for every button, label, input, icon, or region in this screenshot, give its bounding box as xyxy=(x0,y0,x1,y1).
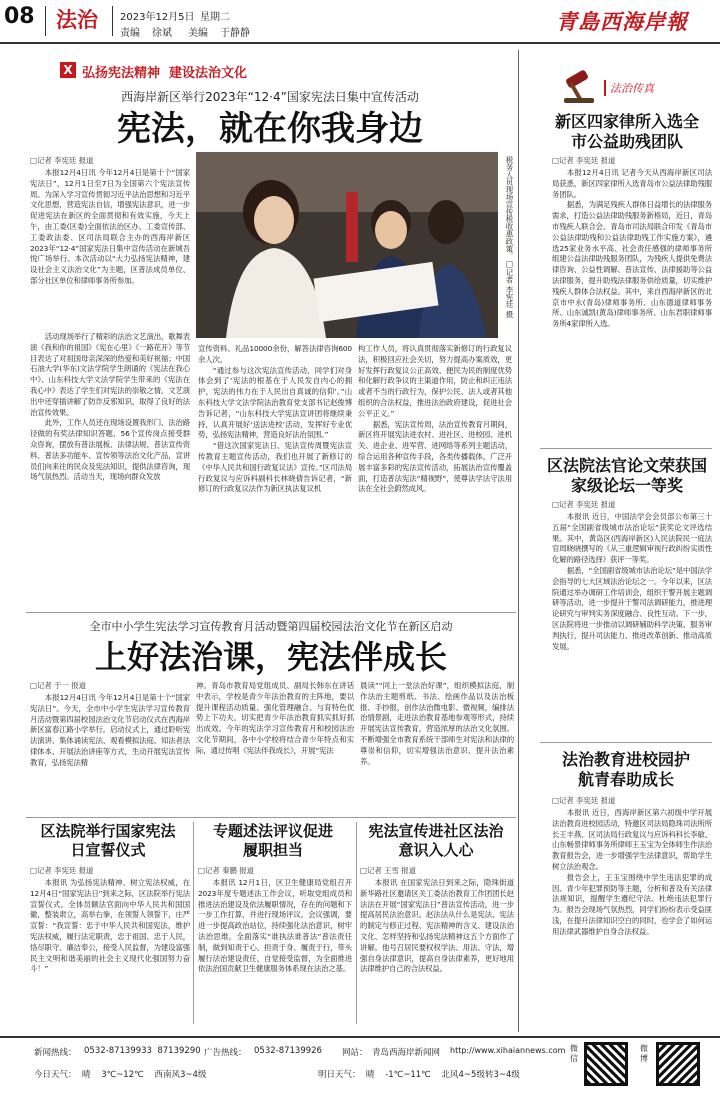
side3-para2: 报告会上，王玉宝围绕中学生违法犯罪的成因、青少年犯罪预防等主题，分析和普及有关法律法规知识，提醒学生遵纪守法、杜绝违法犯罪行为。报告会现场气氛热烈，同学们纷纷表示受益匪浅，在提升法律知识空白的同时，也学会了如何运用法律武器维护自身合法权益。 xyxy=(552,872,712,936)
wechat-label: 微信 xyxy=(570,1044,578,1063)
article1-para8: 据悉，宪法宣传周，法治宣传教育月期间，新区将开展宪法进农村、进社区、进校园、进机关、进企业、进军营、进网络等系列主题活动，综合运用各种宣传手段，各类传播载体，广泛开展丰富多彩的宪法宣传活动，拓展法治宣传覆盖面，打造普法宪法“精视野”，使尊法学法守法用法在全社会蔚然成风。 xyxy=(358,419,512,494)
article2-para2: 神。青岛市教育局党组成员、副局长韩东在讲话中表示，学校是青少年法治教育的主阵地，要以提升课程活动质量、强化管理融合、与育特色优势上下功夫，切实把青少年法治教育抓实抓好抓出成效。今年的宪法学习宣传教育月和校园法治文化节期间，各中小学校将结合青少年特点和实际，通过传唱《宪法伴我成长》，开展“宪法 xyxy=(196,681,354,755)
sub2-body xyxy=(198,878,352,1026)
website-label: 网站： xyxy=(342,1048,368,1058)
ad-hotline-label: 广告热线： xyxy=(204,1048,247,1058)
theme-banner xyxy=(60,62,360,80)
article1-headline: 宪法，就在你我身边 xyxy=(117,109,423,149)
sub-divider-2 xyxy=(356,822,357,1024)
page-number: 08 xyxy=(4,4,35,29)
sub1-headline: 区法院举行国家宪法日宣誓仪式 xyxy=(40,822,176,859)
masthead-divider-1 xyxy=(45,6,46,36)
editor-name-1: 徐斌 xyxy=(152,28,172,39)
masthead-divider-2 xyxy=(112,6,113,36)
today-weather: 今日天气： 晴 3℃~12℃ 西南风3~4级 xyxy=(34,1070,207,1080)
sub1-para: 本报讯 为弘扬宪法精神、树立宪法权威，在12月4日“国家宪法日”到来之际，区法院举行宪法宣誓仪式。全体员额法官面向中华人民共和国国徽，整装肃立，高举右拳，在领誓人领誓下，庄严宣誓：“我宣誓：忠于中华人民共和国宪法，维护宪法权威，履行法定职责，忠于祖国、忠于人民，恪尽职守、廉洁奉公，接受人民监督，为建设富强民主文明和谐美丽的社会主义现代化强国努力奋斗！” xyxy=(30,878,190,974)
side3-body xyxy=(552,808,712,1030)
website-url[interactable]: http://www.xihaiannews.com xyxy=(450,1046,566,1055)
sub3-headline: 宪法宣传进社区法治意识入人心 xyxy=(368,822,504,859)
footer-rule xyxy=(0,1036,720,1038)
newspaper-logo: 青島西海岸報 xyxy=(556,9,688,34)
side2-headline: 区法院法官论文荣获国家级论坛一等奖 xyxy=(546,456,707,495)
gavel-icon xyxy=(560,66,600,106)
side3-para1: 本报讯 近日，西海岸新区第六初级中学开展法治教育进校园活动，特邀区司法局隐珠司法所所长王丰燕、区司法局行政复议与应诉科科长李敏、山东畅景律师事务所律师王玉宝为全体师生作法治教育报告会，进一步增强学生法律意识，帮助学生树立法治观念。 xyxy=(552,808,712,871)
article1-para6: “借这次国家宪法日、宪法宣传周暨宪法宣传教育主题宣传活动，我们也开展了新修订的《中华人民共和国行政复议法》宣传。”区司法局行政复议与应诉科副科长林晓倩告诉记者，“新修订的行政复议法作为新区执法复议机 xyxy=(198,441,352,494)
side1-body xyxy=(552,168,712,440)
article1-para3: 此外，工作人员还在现场设置我形门、法治路径做的有奖法律知识答题、56个宣传岗点接受群众咨询，摆放有普法展板、法律法规、普法宣传资料、普法多功能车、宣传领等法治文化产品，宣讲员们向来往的民众及宪法知识，提供法律咨询，现场气氛热烈。活动当天，现场向群众发放 xyxy=(30,418,190,482)
article2-para3: 晨读”“同上一堂法治好课”，组织模拟法庭，制作法治主题剪纸、书法、绘画作品以及法治板报、手抄报，创作法治微电影、微视频，编排法治情景剧，走进法治教育基地参观等形式，持续开展宪法宣传教育，营造浓厚的法治文化氛围。不断增强全市教育系统干部师生对宪法和法律的尊崇和信仰，切实增强法治意识、提升法治素养。 xyxy=(360,681,514,766)
column-tag-label: 法治传真 xyxy=(604,80,654,96)
side1-para2: 据悉，为满足残疾人群体日益增长的法律服务需求，打造公益法律助残服务新格局，近日，青岛市残疾人联合会、青岛市司法局联合印发《青岛市公益法律助残和公益法律助残工作实施方案》，遴选25家业务水平高、社会责任感强的律师事务所组建公益法律助残服务团队，为残疾人提供免费法律咨询、公益性调解、普法宣传、法律援助等公益法律服务，提升助残法律服务供给质量，切实维护残疾人群体合法权益。其中，来自西海岸新区的北京市中永(青岛)律师事务所、山东德道律师事务所、山东诚凯(黄岛)律师事务所、山东君职律师事务所4家律所入选。 xyxy=(552,200,712,329)
article1-byline: □记者 李宪廷 报道 xyxy=(30,156,94,165)
news-hotline-label: 新闻热线： xyxy=(34,1048,77,1058)
article1-photo xyxy=(196,152,498,338)
sub2-byline: □记者 秦鹏 报道 xyxy=(198,866,255,875)
wechat-qr-icon[interactable] xyxy=(584,1042,628,1086)
article1-para4: 宣传资料、礼品10000余份，解答法律咨询600余人次。 xyxy=(198,344,352,364)
ad-hotline: 0532-87139926 xyxy=(254,1046,322,1056)
editor-label-2: 美编 xyxy=(188,28,208,39)
masthead-rule xyxy=(0,42,720,44)
section-name: 法治 xyxy=(56,7,98,32)
article1-para7: 构工作人员，将认真贯彻落实新修订的行政复议法，积极回应社会关切，努力提高办案质效，更好发挥行政复议公正高效、便民为民的制度优势和化解行政争议的主渠道作用，防止和纠正违法或者不当的行政行为，保护公民、法人或者其他组织的合法权益，推进法治政府建设，促进社会公平正义。” xyxy=(358,344,512,418)
article1-col3 xyxy=(358,344,512,584)
article-divider-2 xyxy=(26,817,516,818)
weekday: 星期二 xyxy=(200,12,230,23)
side3-headline: 法治教育进校园护航青春助成长 xyxy=(561,750,690,789)
article1-col1-lower xyxy=(30,332,190,582)
sub1-body xyxy=(30,878,190,1026)
article1-col2 xyxy=(198,344,352,584)
editor-name-2: 于静静 xyxy=(220,28,250,39)
banner-slogan: 弘扬宪法精神 建设法治文化 xyxy=(82,66,248,81)
article1-kicker: 西海岸新区举行2023年“12·4”国家宪法日集中宣传活动 xyxy=(121,90,419,104)
side2-para1: 本报讯 近日，中国法学会会员部公布第三十五届“全国副省级城市法治论坛”获奖论文评选结果。其中，黄岛区(西海岸新区)人民法院民一庭法官周晓晓撰写的《从三重逻辑审视行政纠纷实质性化解的路径选择》获评一等奖。 xyxy=(552,512,712,565)
news-hotline: 0532-87139933 87139290 xyxy=(84,1046,201,1056)
sidebar-divider xyxy=(518,50,519,1032)
tomorrow-weather: 明日天气： 晴 -1℃~11℃ 北风4~5级转3~4级 xyxy=(318,1070,520,1080)
sub3-para: 本报讯 在国家宪法日到来之际，隐珠街道新华路社区邀请区关工委法治教育工作团团长赵法法在开展“国家宪法日”普法宣传活动，进一步提高居民法治意识。赵法法从什么是宪法、宪法的制定与修正过程、宪法精神的含义、建设法治文化、怎样坚持和弘扬宪法精神这五个方面作了讲解。他号召居民要权权学法、用法、守法，增强自身法律意识，提高自身法律素养，更好地用法律维护自己的合法权益。 xyxy=(360,878,514,974)
side-divider-1 xyxy=(540,448,712,449)
article2-col3 xyxy=(360,681,514,813)
sub2-para: 本报讯 12月1日，区卫生健康局党组召开2023年度专题述法工作会议，听取党组成员和推进法治建设及依法履职情况，存在的问题和下一步工作打算，并进行现场评议。会议强调，要进一步提高政治站位，持续强化法治意识，树牢法治思维，全面落实“谁执法谁普法”普法责任制，做到知责于心、担责于身、履责于行，带头履行法治建设责任，自觉接受监督，为全面推进依法治国贡献卫生健康服务体系现在法治之基。 xyxy=(198,878,352,974)
weibo-label: 微博 xyxy=(640,1044,648,1063)
sub2-headline: 专题述法评议促进履职担当 xyxy=(212,822,333,859)
photo-caption: 税务人员现场宣传税收惠政策。□记者 李宪廷 摄 xyxy=(505,156,514,318)
masthead xyxy=(0,0,720,44)
weibo-qr-icon[interactable] xyxy=(656,1042,700,1086)
article1-lead xyxy=(30,168,190,287)
article1-para5: “通过参与这次宪法宣传活动，同学们对身体会到了‘宪法的根基在于人民发自内心的拥护，宪法的伟力在于人民出自真诚的信仰’。”山东科技大学文法学院法治教育党支部书记赵俊博告诉记者，“山东科技大学宪法宣讲团将继续秉持，认真开展好‘送法进校’活动，发挥好专业优势，弘扬宪法精神，营造良好法治氛围。” xyxy=(198,365,352,440)
sub-divider-1 xyxy=(193,822,194,1024)
issue-date: 2023年12月5日 xyxy=(120,12,195,23)
side1-headline: 新区四家律所入选全市公益助残团队 xyxy=(554,112,699,151)
article2-para1: 本报12月4日讯 今年12月4日是第十个“国家宪法日”。今天，全市中小学生宪法学习宣传教育月活动暨第四届校园法治文化节启动仪式在西海岸新区富春江路小学举行。启动仪式上，通过聆听宪法演讲、集体诵读宪法、观看模拟法庭、知法者法律体本、开展法治讲座等方式，生动开展宪法宣传教育，弘扬宪法精 xyxy=(30,693,190,767)
side1-para1: 本报12月4日讯 记者今天从西海岸新区司法局获悉，新区四家律所入选青岛市公益法律助残服务团队。 xyxy=(552,168,712,199)
article2-col2 xyxy=(196,681,354,813)
side-divider-2 xyxy=(540,742,712,743)
side2-byline: □记者 李宪廷 报道 xyxy=(552,500,616,509)
article1-para2: 活动现场举行了精彩的法治文艺演出，歌舞表演《我和你的祖国》《宪在心里》《一路花开》等节目表达了对祖国母亲深深的热爱和美好祝福；中国石油大学(华东)文法学院学生朗诵的《宪法在我心中》、山东科技大学文法学院学生带来的《宪法在我心中》表达了学生们对宪法的崇敬之情。文艺演出中还穿插讲解了防诈反邪知识，取得了良好的法治宣传效果。 xyxy=(30,332,190,417)
sub3-body xyxy=(360,878,514,1026)
article2-byline: □记者 于一 报道 xyxy=(30,681,87,690)
article2-kicker: 全市中小学生宪法学习宣传教育月活动暨第四届校园法治文化节在新区启动 xyxy=(89,620,453,633)
article1-para1: 本报12月4日讯 今年12月4日是第十个“国家宪法日”，12月1日至7日为全国第六个宪法宣传周。为深入学习宣传贯彻习近平法治思想和习近平文化思想，营造宪法自信，增强宪法意识，进一步促进宪法在新区的全面贯彻和有效实施，今天上午，由工委(区委)全面依法治区办、工委宣传部、工委政法委、区司法局联合主办的西海岸新区2023年“12·4”国家宪法日集中宣传活动在新城吾悦广场举行。本次活动以“大力弘扬宪法精神，建设社会主义法治文化”为主题，区普法成员单位、部分社区单位和律师事务所参加。 xyxy=(30,168,190,285)
editor-label-1: 责编 xyxy=(120,28,140,39)
sub3-byline: □记者 王雪 报道 xyxy=(360,866,417,875)
side2-para2: 据悉，“全国副省级城市法治论坛”是中国法学会指导的七大区域法治论坛之一。今年以来，区法院通过举办调研工作培训会，组织干警开展主题调研等活动，进一步提升干警司法调研能力，推进理论研究与审判实务深度融合、良性互动。下一步，区法院将进一步推动以调研辅助科学决策、服务审判执行，提升司法能力、推进改革创新、推动高质发展。 xyxy=(552,565,712,651)
side2-body xyxy=(552,512,712,736)
article-divider-1 xyxy=(26,612,516,613)
column-tag xyxy=(560,66,700,106)
article2-col1 xyxy=(30,693,190,813)
footer xyxy=(0,1040,720,1095)
website-name: 青岛西海岸新闻网 xyxy=(372,1048,441,1058)
side3-byline: □记者 李宪廷 报道 xyxy=(552,796,616,805)
article2-headline: 上好法治课，宪法伴成长 xyxy=(94,638,447,676)
side1-byline: □记者 李宪廷 报道 xyxy=(552,156,616,165)
sub1-byline: □记者 李宪廷 报道 xyxy=(30,866,94,875)
photo-illustration xyxy=(196,152,498,338)
banner-mark: X xyxy=(60,62,76,78)
